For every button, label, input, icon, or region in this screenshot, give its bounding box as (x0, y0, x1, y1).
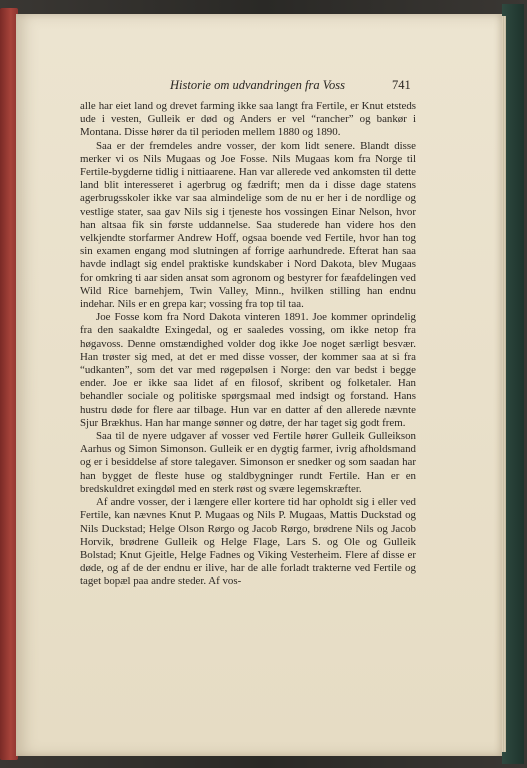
paragraph: alle har eiet land og drevet farming ikke saa langt fra Fertile, er Knut etsteds ude i vesten, Gulleik er død og Anders er vel “rancher” og bankør i Montana. Disse hører da til perioden mellem 1880 og 1890. (80, 100, 416, 139)
running-title: Historie om udvandringen fra Voss (170, 78, 345, 92)
page-header (80, 78, 420, 96)
paragraph: Af andre vosser, der i længere eller kortere tid har opholdt sig i eller ved Fertile, kan nævnes Knut P. Mugaas og Nils P. Mugaas, Mattis Duckstad og Nils Duckstad; Helge Olson Rørgo og Jacob Rørgo, brødrene Nils og Jacob Horvik, brødrene Gulleik og Helge Flage, Lars S. og Ole og Gulleik Bolstad; Knut Gjeitle, Helge Fadnes og Viking Vesterheim. Flere af disse er døde, og af de der endnu er ilive, har de alle forladt trakterne ved Fertile og taget bopæl paa andre steder. Af vos- (80, 496, 416, 588)
page-number: 741 (392, 78, 411, 92)
body-text (80, 100, 416, 589)
paragraph: Saa til de nyere udgaver af vosser ved Fertile hører Gulleik Gulleikson Aarhus og Simon Simonson. Gulleik er en dygtig farmer, ivrig afholdsmand og er i besiddelse af store talegaver. Simonson er snedker og som saadan har han bygget de fleste huse og staldbygninger rundt Fertile. Han er en bredskuldret exingdøl med en sterk røst og svære legemskræfter. (80, 430, 416, 495)
paragraph: Joe Fosse kom fra Nord Dakota vinteren 1891. Joe kommer oprindelig fra den saakaldte Exingedal, og er saaledes vossing, om ikke netop fra høgavoss. Denne omstændighed volder dog ikke Joe noget særligt besvær. Han trøster sig med, at det er med disse vosser, der kommer saa at si fra “udkanten”, som det var med røgepølsen i Norge: den var bedst i begge ender. Joe er ikke saa lidet af en filosof, skribent og folketaler. Han behandler sociale og politiske spørgsmaal med indsigt og forstand. Hans hustru døde for flere aar tilbage. Hun var en datter af den allerede nævnte Sjur Brækhus. Han har mange sønner og døtre, der har taget sig godt frem. (80, 311, 416, 429)
paragraph: Saa er der fremdeles andre vosser, der kom lidt senere. Blandt disse merker vi os Nils Mugaas og Joe Fosse. Nils Mugaas kom fra Norge til Fertile-bygderne tidlig i nittiaarene. Han var allerede ved ankomsten til dette land blit interesseret i agerbrug og fædrift; men da i disse dage statens agerbrugsskoler ikke var saa almindelige som de nu er her i de nordlige og vestlige stater, saa gav Nils sig i tjeneste hos vossingen Einar Nelson, hvor han altsaa fik sin første uddannelse. Saa studerede han videre hos den velkjendte storfarmer Andrew Hoff, ogsaa boende ved Fertile, hvor han tog sin examen engang mod slutningen af forrige aarhundrede. Efterat han saa havde indlagt sig endel praktiske kundskaber i Nord Dakota, blev Mugaas for omkring ti aar siden ansat som agronom og bestyrer for fæafdelingen ved Wild Rice barnehjem, Twin Valley, Minn., hvilken stilling han endnu indehar. Nils er en grepa kar; vossing fra top til taa. (80, 139, 416, 311)
